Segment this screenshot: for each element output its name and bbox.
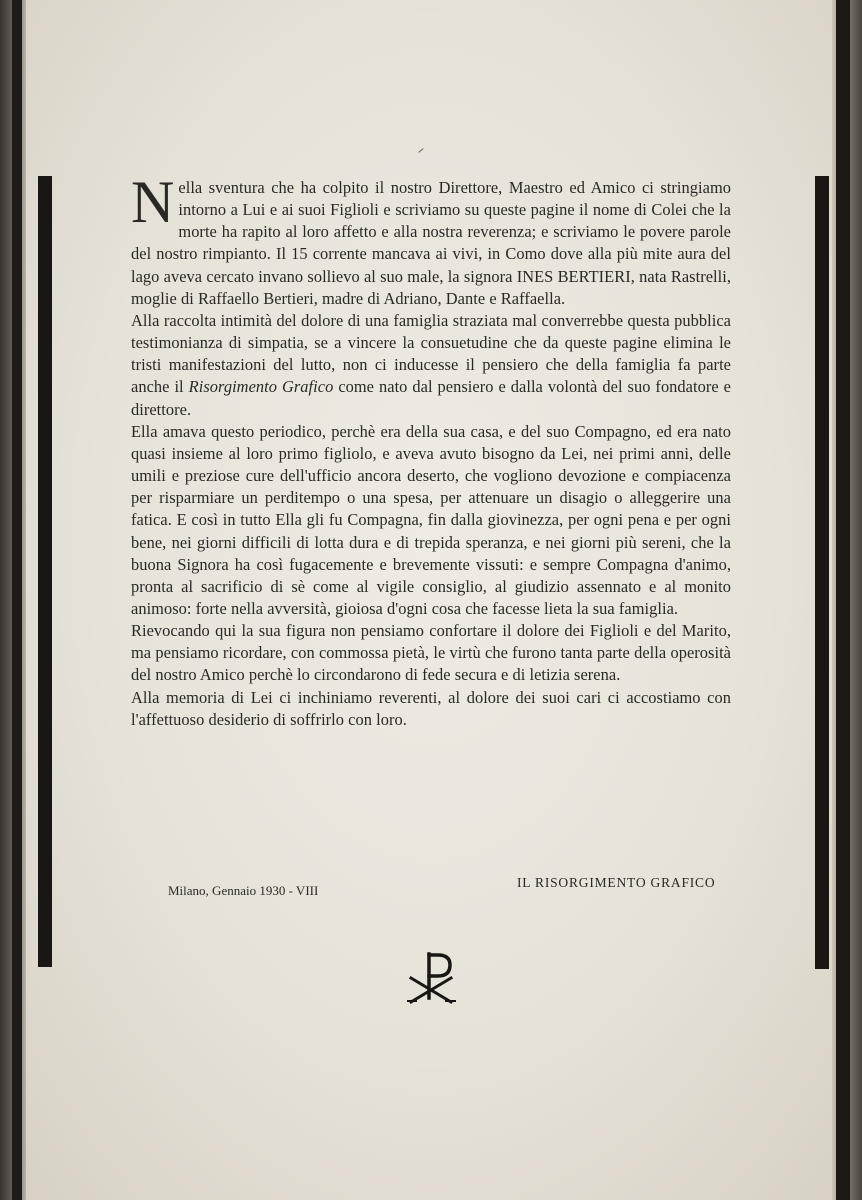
right-dark-edge-line (836, 0, 850, 1200)
paragraph-3: Ella amava questo periodico, perchè era della sua casa, e del suo Compagno, ed era nato quasi insieme al loro primo figliolo, e aveva avuto bisogno da Lei, nei primi anni, delle umili e preziose cure dell'ufficio ancora deserto, che vogliono devozione e compiacenza per risparmiare un perditempo o una spesa, per attenuare un disagio o alleggerire una fatica. E così in tutto Ella gli fu Compagna, fin dalla giovinezza, per ogni pena e per ogni bene, nei giorni difficili di lotta dura e di trepida speranza, e nei giorni più sereni, che la buona Signora ha così fugacemente e brevemente vissuti: e sempre Compagna d'animo, pronta al sacrificio di sè come al vigile consiglio, al giudizio assennato e al monito animoso: forte nella avversità, gioiosa d'ogni cosa che facesse lieta la sua famiglia. (131, 421, 731, 618)
journal-title: Risorgimento Grafico (188, 377, 334, 397)
left-mourning-border (38, 176, 52, 967)
paragraph-2-text-before: Alla raccolta intimità del dolore di una famiglia straziata mal converrebbe questa pubblica testimonianza di simpatia, se a vincere la consuetudine che da queste pagine elimina le tristi manifestazioni del lutto, non ci inducesse il pensiero che della famiglia fa parte anche il (131, 310, 731, 397)
right-mourning-border (815, 176, 829, 969)
dateline: Milano, Gennaio 1930 - VIII (168, 883, 319, 898)
paragraph-1-text: ella sventura che ha colpito il nostro Direttore, Maestro ed Amico ci stringiamo intorno a Lui e ai suoi Figlioli e scriviamo su queste pagine il nome di Colei che la morte ha rapito al loro affetto e alla nostra reverenza; e scriviamo le povere parole del nostro rimpianto. Il 15 corrente mancava ai vivi, in Como dove alla più mite aura del lago aveva cercato invano sollievo al suo male, la signora INES BERTIERI, nata Rastrelli, moglie di Raffaello Bertieri, madre di Adriano, Dante e Raffaella. (131, 178, 731, 308)
paragraph-5: Alla memoria di Lei ci inchiniamo reverenti, al dolore dei suoi cari ci accostiamo con l'affettuoso desiderio di soffrirlo con loro. (131, 687, 731, 729)
chi-rho-icon (405, 950, 461, 1006)
paragraph-1 (131, 169, 731, 310)
paragraph-4: Rievocando qui la sua figura non pensiamo confortare il dolore dei Figlioli e del Marito, ma pensiamo ricordare, con commossa pietà, le virtù che furono tanta parte della operosità del nostro Amico perchè lo circondarono di fede secura e di letizia serena. (131, 621, 731, 685)
signature: IL RISORGIMENTO GRAFICO (517, 875, 716, 890)
left-dark-edge-line (12, 0, 22, 1200)
memorial-text (131, 169, 731, 731)
drop-cap: N (131, 169, 175, 235)
print-mark (418, 148, 423, 153)
paragraph-2 (131, 310, 731, 421)
paragraph-2-text-after: come nato dal pensiero e dalla volontà del suo fondatore e direttore. (131, 377, 731, 419)
